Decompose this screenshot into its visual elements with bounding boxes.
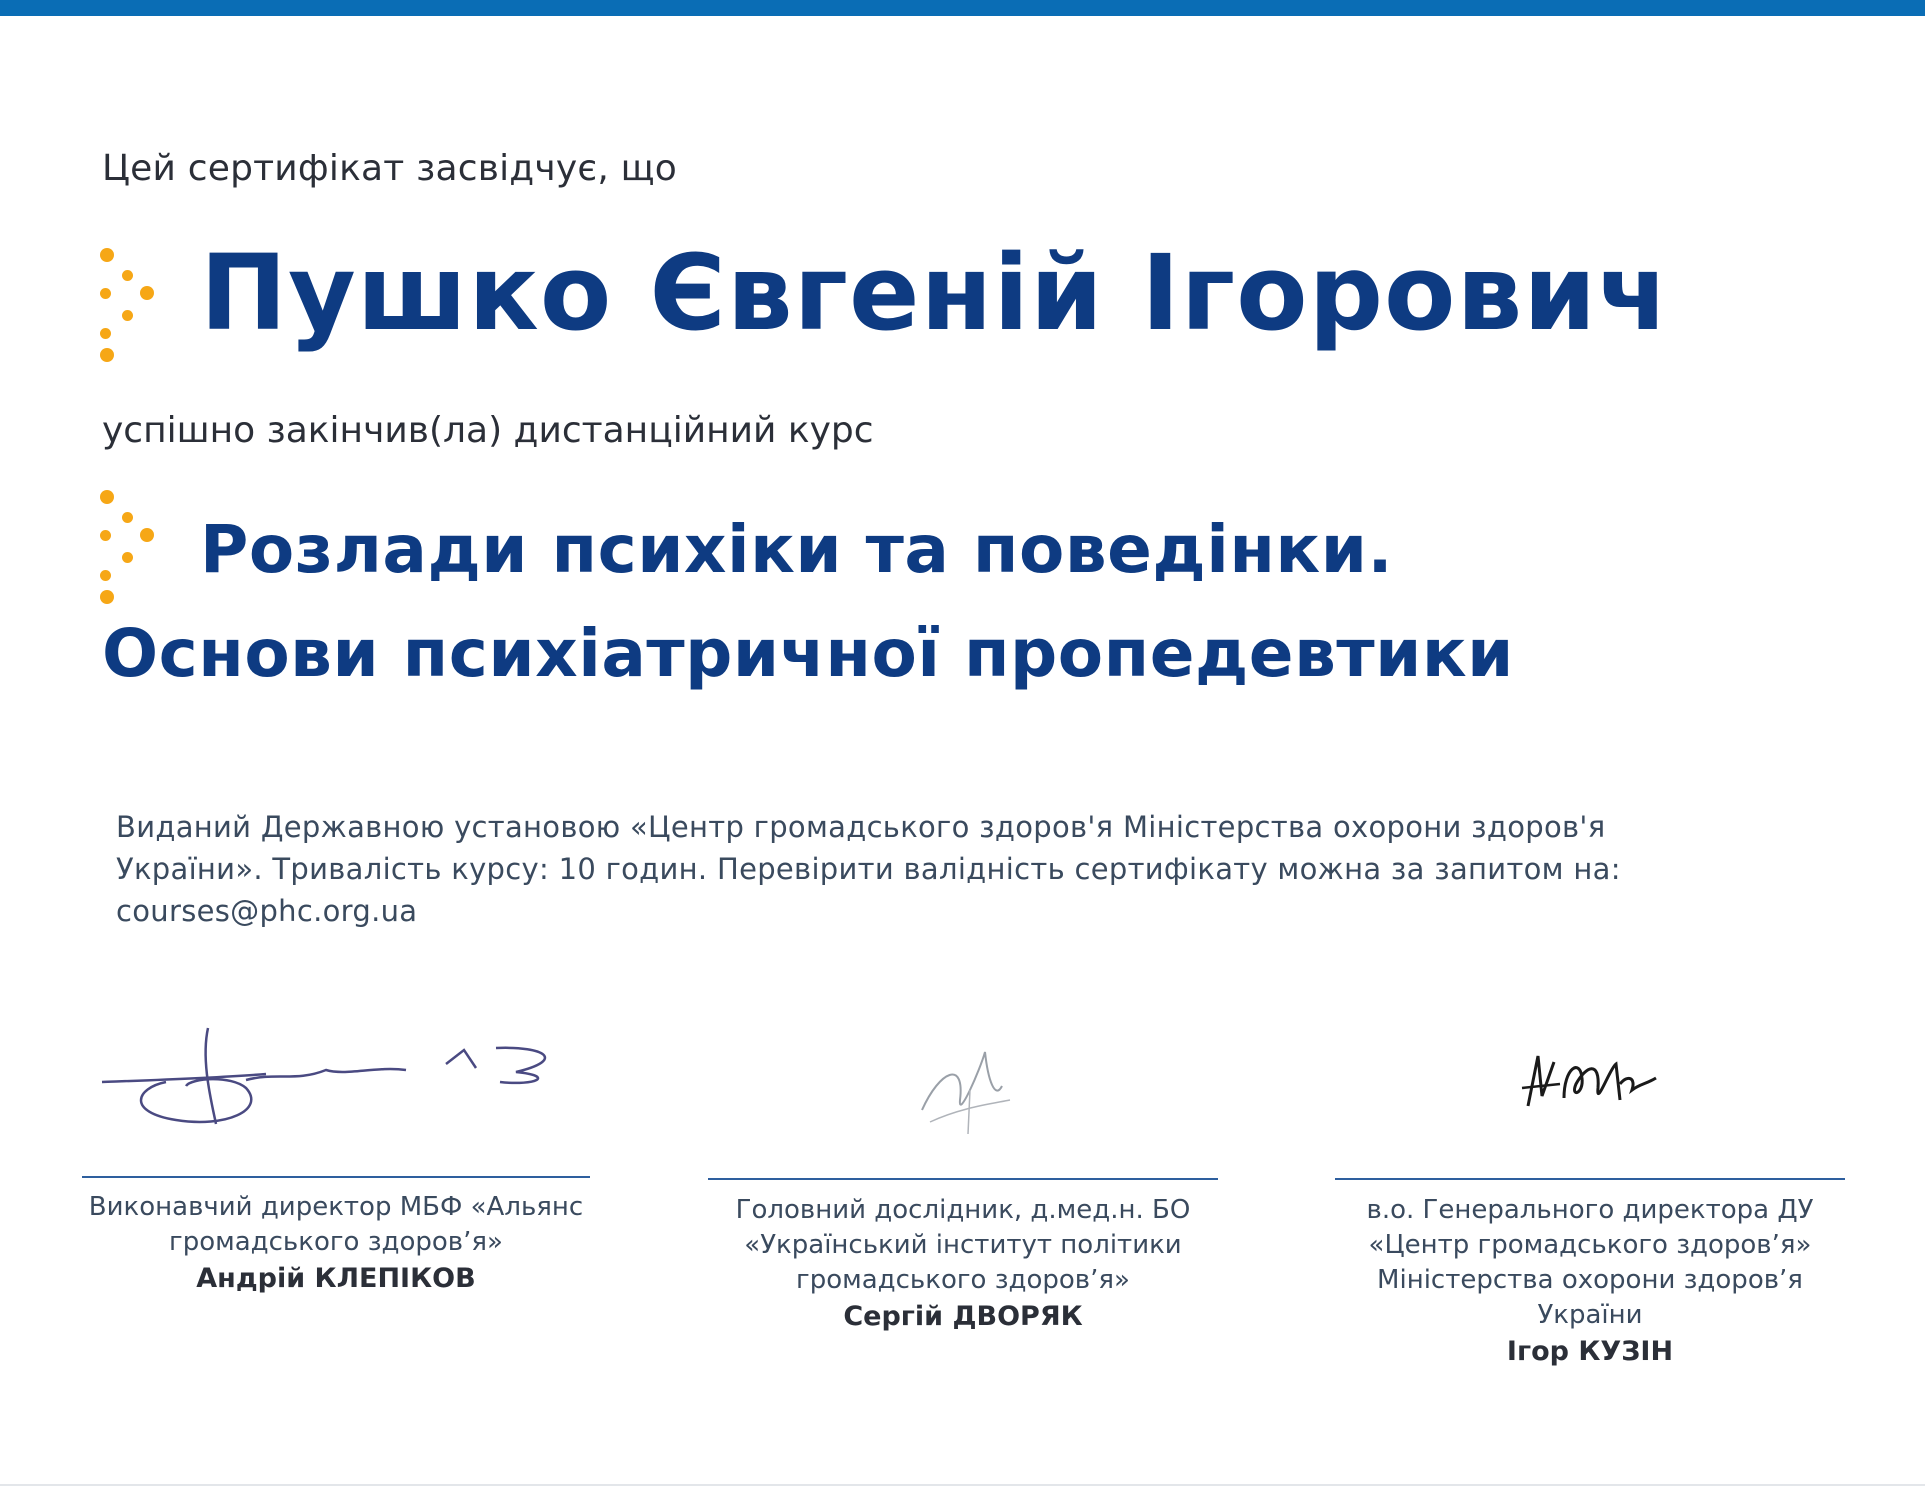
signatory-role: Виконавчий директор МБФ «Альянс громадського здоров’я»: [88, 1192, 584, 1257]
signatory-name: Андрій КЛЕПІКОВ: [196, 1263, 476, 1294]
signature-image: [1520, 1048, 1660, 1118]
footer-divider: [0, 1484, 1925, 1486]
signatory-role: Головний дослідник, д.мед.н. БО «Український інститут політики громадського здоров’я»: [735, 1195, 1191, 1295]
signatory-role: в.о. Генерального директора ДУ «Центр громадського здоров’я» Міністерства охорони здоров’я України: [1366, 1195, 1814, 1330]
recipient-name: Пушко Євгеній Ігорович: [200, 232, 1670, 354]
header-bar: [0, 0, 1925, 16]
signatory-block: [1335, 1193, 1845, 1371]
issued-statement: Виданий Державною установою «Центр громадського здоров'я Міністерства охорони здоров'я України». Тривалість курсу: 10 годин. Перевірити валідність сертифікату можна за запитом на: courses@phc.org.ua: [116, 810, 1621, 928]
course-title: Розлади психіки та поведінки. Основи психіатричної пропедевтики: [102, 511, 1514, 692]
signatory-block: [708, 1193, 1218, 1336]
dots-logo-icon: [100, 248, 172, 366]
signatory-block: [82, 1190, 590, 1298]
signature-line: [708, 1178, 1218, 1180]
completion-text: успішно закінчив(ла) дистанційний курс: [102, 410, 874, 451]
signature-line: [82, 1176, 590, 1178]
signatory-name: Сергій ДВОРЯК: [843, 1301, 1083, 1332]
signature-line: [1335, 1178, 1845, 1180]
signature-image: [910, 1030, 1020, 1140]
signature-image: [96, 1020, 576, 1140]
certificate-intro: Цей сертифікат засвідчує, що: [102, 148, 677, 189]
signatory-name: Ігор КУЗІН: [1506, 1336, 1674, 1367]
